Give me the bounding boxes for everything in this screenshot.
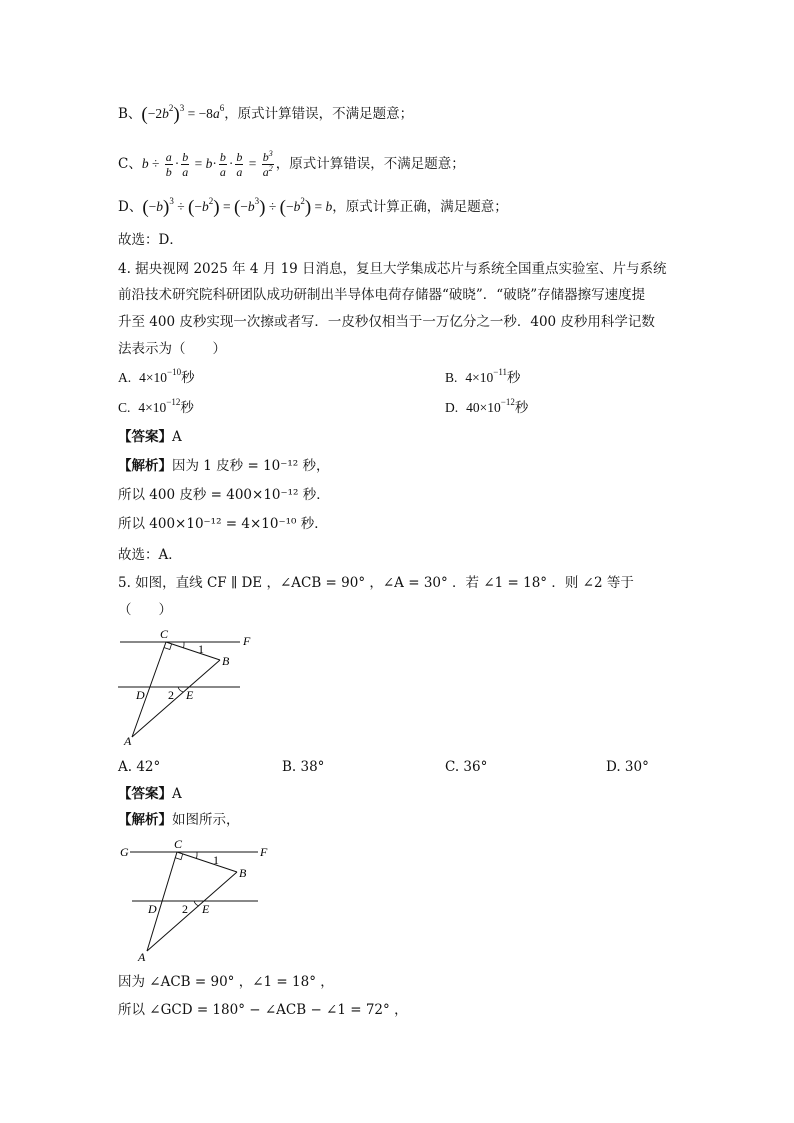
angle-1-arc bbox=[184, 642, 185, 648]
side-cb bbox=[166, 642, 220, 660]
q5-so: 所以 ∠GCD = 180° − ∠ACB − ∠1 = 72° ， bbox=[118, 1002, 408, 1018]
item-c: C、b ÷ $\frac{a}{b}$ · $\frac{b}{a}$ = b· $\frac{b}{a}$ · $\frac{b}{a}$ = $\frac{b^3}{a^2}$ ，原式计算错误，不满足题意； bbox=[118, 149, 465, 179]
angle-1-arc bbox=[197, 852, 198, 859]
label-c: C bbox=[160, 627, 169, 641]
q5-option-a: A. 42° bbox=[118, 759, 161, 775]
label-e: E bbox=[186, 688, 194, 702]
q5-because: 因为 ∠ACB = 90° ，∠1 = 18° ， bbox=[118, 974, 334, 990]
q5-option-d: D. 30° bbox=[606, 759, 649, 775]
label-a: A bbox=[124, 734, 132, 748]
q5-line2: （ ） bbox=[118, 602, 172, 618]
item-d-comment: ，原式计算正确，满足题意； bbox=[332, 199, 508, 215]
q4-option-d: D. $40\times 10^{-12}$秒 bbox=[445, 397, 529, 416]
q4-line2: 前沿技术研究院科研团队成功研制出半导体电荷存储器“破晓”．“破晓”存储器擦写速度提 bbox=[118, 287, 646, 303]
label-1: 1 bbox=[213, 853, 219, 867]
q4-option-b: B. $4\times 10^{-11}$秒 bbox=[445, 367, 521, 386]
q4-line4: 法表示为（ ） bbox=[118, 341, 226, 357]
label-b: B bbox=[222, 654, 230, 668]
q4-option-a: A. $4\times 10^{-10}$秒 bbox=[118, 367, 195, 386]
label-b: B bbox=[239, 866, 247, 880]
item-c-label: C、 bbox=[118, 156, 142, 172]
item-b-comment: ，原式计算错误，不满足题意； bbox=[224, 106, 414, 122]
q5-line1: 5. 如图，直线 CF ∥ DE ，∠ACB = 90° ，∠A = 30° ．若 ∠1 = 18° ．则 ∠2 等于 bbox=[118, 575, 634, 591]
label-g: G bbox=[120, 845, 129, 859]
q4-line1: 4. 据央视网 2025 年 4 月 19 日消息，复旦大学集成芯片与系统全国重点实验室、片与系统 bbox=[118, 261, 667, 277]
item-d: D、$(-b)^3 \div (-b^2) = (-b^3) \div (-b^2) = b$，原式计算正确，满足题意； bbox=[118, 196, 508, 218]
label-e: E bbox=[202, 902, 210, 916]
q5-option-c: C. 36° bbox=[445, 759, 488, 775]
q4-option-c: C. $4\times 10^{-12}$秒 bbox=[118, 397, 194, 416]
item-c-comment: ，原式计算错误，不满足题意； bbox=[275, 156, 465, 172]
item-b: B、$(-2b^2)^3 = -8a^6$，原式计算错误，不满足题意； bbox=[118, 103, 414, 125]
q4-answer: 【答案】A bbox=[118, 429, 182, 445]
q5-analysis-figure bbox=[112, 835, 282, 965]
q4-line3: 升至 400 皮秒实现一次擦或者写．一皮秒仅相当于一万亿分之一秒．400 皮秒用科学记数 bbox=[118, 314, 655, 330]
item-d-label: D、 bbox=[118, 199, 143, 215]
label-d: D bbox=[148, 902, 157, 916]
choose-d: 故选：D． bbox=[118, 232, 183, 248]
side-ab bbox=[147, 872, 237, 951]
label-2: 2 bbox=[168, 688, 174, 702]
q4-analysis-1: 【解析】因为 1 皮秒 = 10⁻¹² 秒， bbox=[118, 458, 330, 474]
q4-analysis-3: 所以 400×10⁻¹² = 4×10⁻¹⁰ 秒． bbox=[118, 516, 328, 532]
label-c: C bbox=[174, 837, 183, 851]
angle-2-arc bbox=[178, 687, 183, 692]
item-b-label: B、 bbox=[118, 106, 142, 122]
label-2: 2 bbox=[182, 902, 188, 916]
label-f: F bbox=[260, 845, 268, 859]
side-cb bbox=[177, 852, 237, 872]
q5-figure bbox=[110, 625, 260, 750]
q4-analysis-2: 所以 400 皮秒 = 400×10⁻¹² 秒． bbox=[118, 487, 330, 503]
q5-analysis-intro: 【解析】如图所示， bbox=[118, 812, 240, 828]
label-1: 1 bbox=[198, 642, 204, 656]
q5-answer: 【答案】A bbox=[118, 786, 182, 802]
angle-2-arc bbox=[194, 901, 199, 906]
label-f: F bbox=[243, 634, 251, 648]
label-d: D bbox=[136, 688, 145, 702]
q4-choose: 故选：A． bbox=[118, 547, 182, 563]
q5-option-b: B. 38° bbox=[282, 759, 325, 775]
side-ab bbox=[132, 660, 220, 737]
label-a: A bbox=[138, 950, 146, 964]
